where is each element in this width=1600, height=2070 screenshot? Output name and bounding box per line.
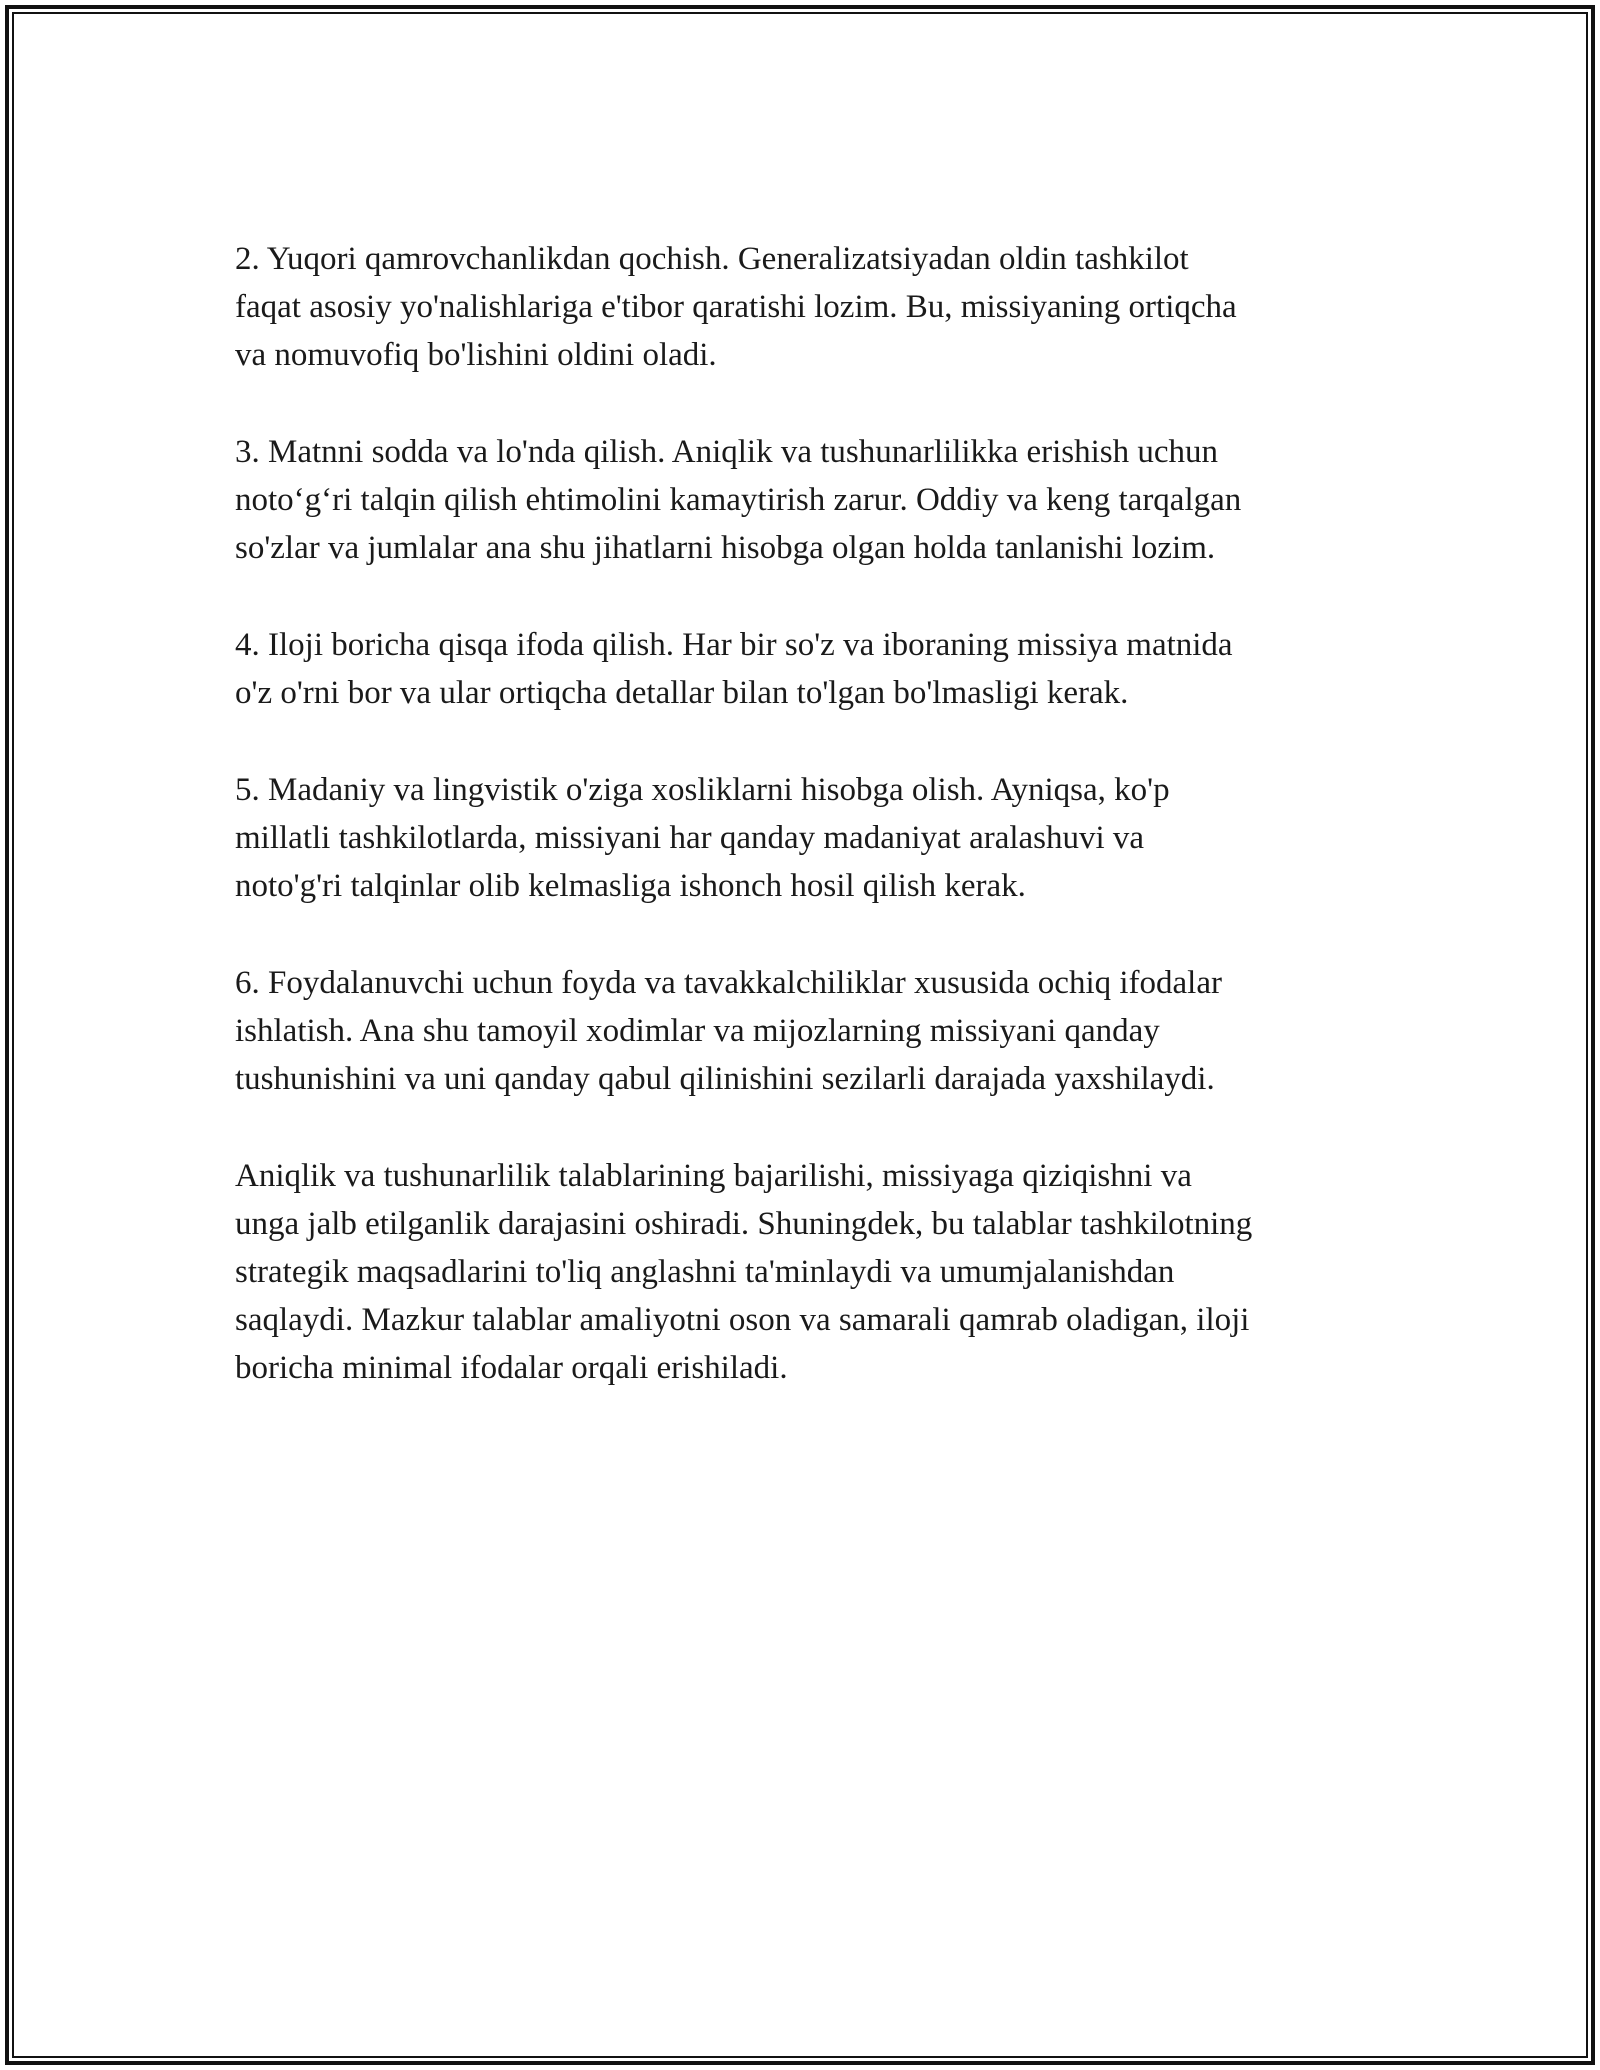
paragraph-conclusion: Aniqlik va tushunarlilik talablarining bajarilishi, missiyaga qiziqishni va unga jalb etilganlik darajasini oshiradi. Shuningdek, bu talablar tashkilotning strategik maqsadlarini to'liq anglashni ta'minlaydi va umumjalanishdan saqlaydi. Mazkur talablar amaliyotni oson va samarali qamrab oladigan, iloji boricha minimal ifodalar orqali erishiladi. [235, 1158, 1253, 1386]
document-body [235, 235, 1375, 1441]
paragraph-item-2: 2. Yuqori qamrovchanlikdan qochish. Generalizatsiyadan oldin tashkilot faqat asosiy yo'nalishlariga e'tibor qaratishi lozim. Bu, missiyaning ortiqcha va nomuvofiq bo'lishini oldini oladi. [235, 241, 1237, 373]
paragraph-item-4: 4. Iloji boricha qisqa ifoda qilish. Har bir so'z va iboraning missiya matnida o'z o'rni bor va ular ortiqcha detallar bilan to'lgan bo'lmasligi kerak. [235, 627, 1233, 711]
paragraph-item-3: 3. Matnni sodda va lo'nda qilish. Aniqlik va tushunarlilikka erishish uchun noto‘g‘ri talqin qilish ehtimolini kamaytirish zarur. Oddiy va keng tarqalgan so'zlar va jumlalar ana shu jihatlarni hisobga olgan holda tanlanishi lozim. [235, 434, 1242, 566]
paragraph-item-6: 6. Foydalanuvchi uchun foyda va tavakkalchiliklar xususida ochiq ifodalar ishlatish. Ana shu tamoyil xodimlar va mijozlarning missiyani qanday tushunishini va uni qanday qabul qilinishini sezilarli darajada yaxshilaydi. [235, 965, 1222, 1097]
paragraph-item-5: 5. Madaniy va lingvistik o'ziga xosliklarni hisobga olish. Ayniqsa, ko'p millatli tashkilotlarda, missiyani har qanday madaniyat aralashuvi va noto'g'ri talqinlar olib kelmasliga ishonch hosil qilish kerak. [235, 772, 1170, 904]
